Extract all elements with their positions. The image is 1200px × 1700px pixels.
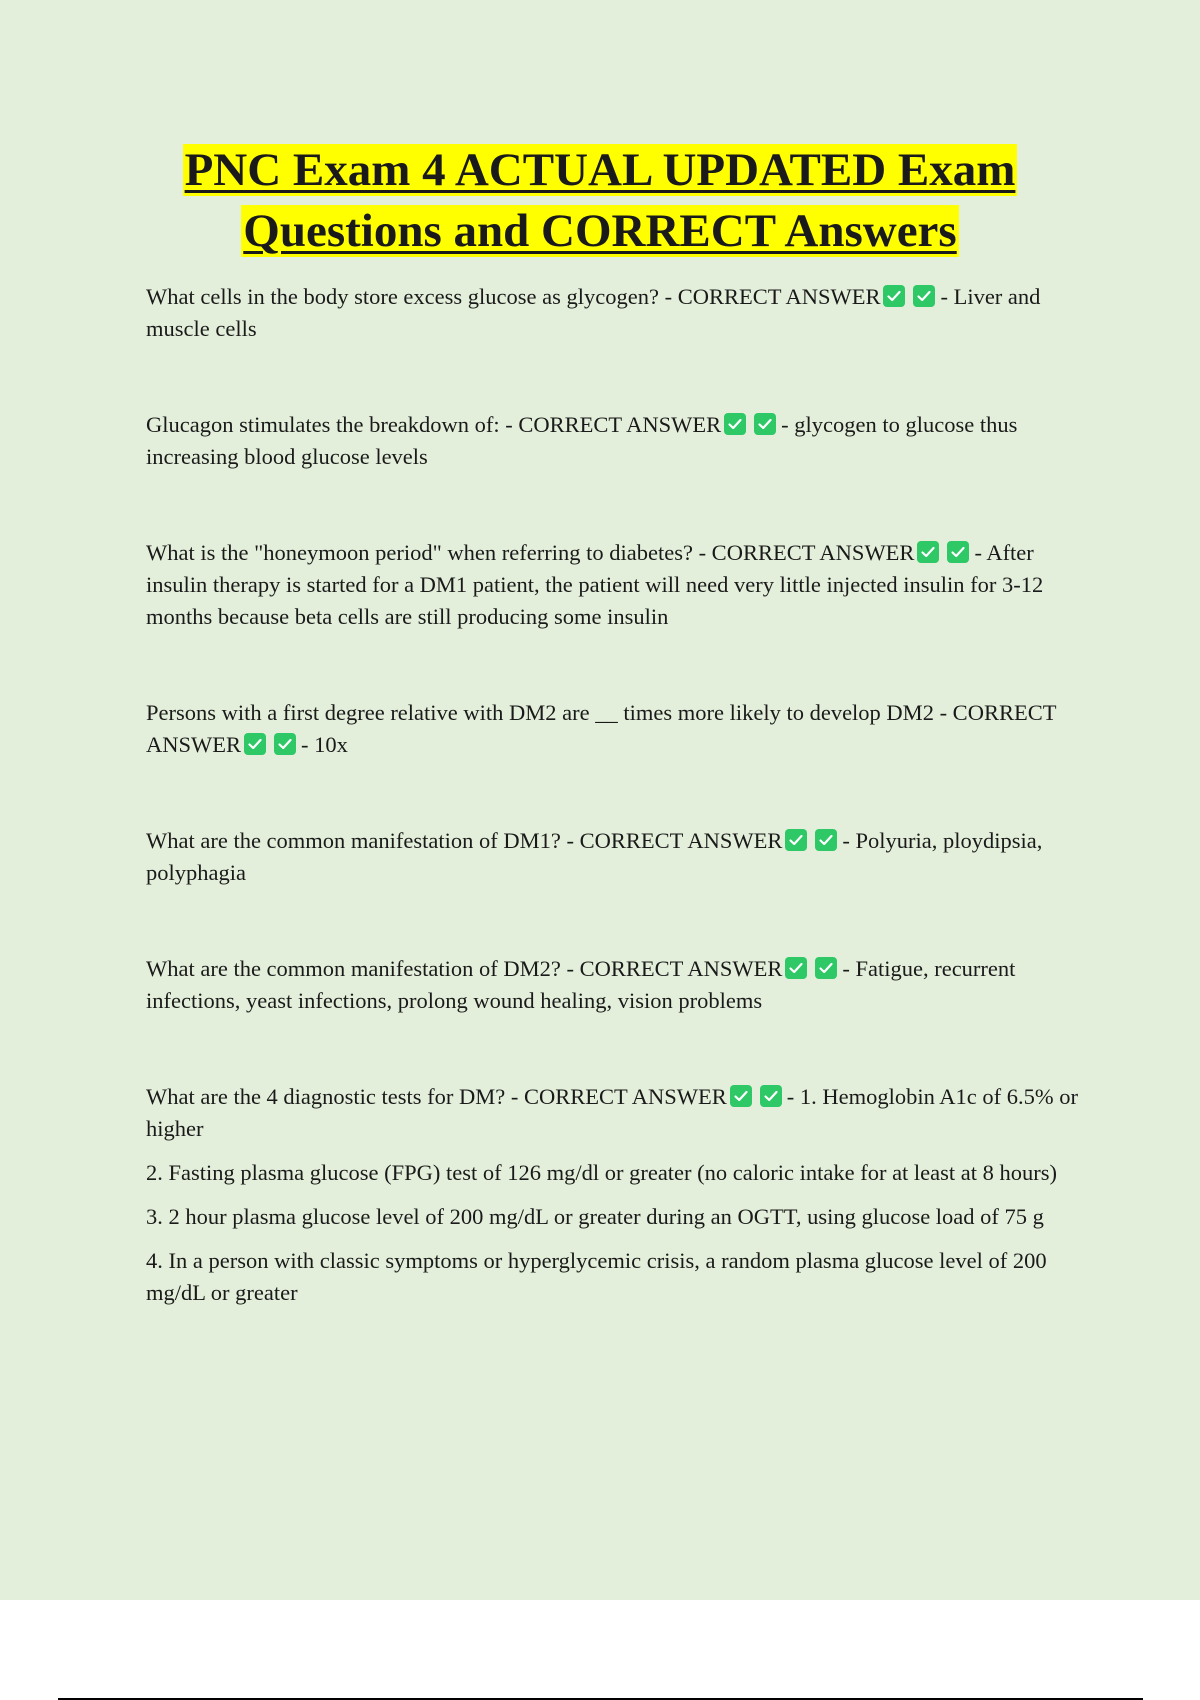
question-text: Glucagon stimulates the breakdown of: - CORRECT ANSWER <box>146 412 722 437</box>
question-text: What are the 4 diagnostic tests for DM? - CORRECT ANSWER <box>146 1084 727 1109</box>
qa-item <box>146 697 1086 761</box>
check-mark-icon <box>815 829 837 851</box>
qa-list <box>146 281 1086 1309</box>
document-title <box>0 140 1200 262</box>
answer-text: - Fatigue, recurrent infections, yeast infections, prolong wound healing, vision problems <box>146 956 1016 1013</box>
check-mark-icon <box>754 413 776 435</box>
check-mark-icon <box>760 1085 782 1107</box>
answer-list-item: 3. 2 hour plasma glucose level of 200 mg/dL or greater during an OGTT, using glucose load of 75 g <box>146 1204 1044 1229</box>
answer-text: - 10x <box>301 732 348 757</box>
question-text: What cells in the body store excess glucose as glycogen? - CORRECT ANSWER <box>146 284 881 309</box>
qa-item <box>146 409 1086 473</box>
answer-text: - Polyuria, ploydipsia, polyphagia <box>146 828 1043 885</box>
check-mark-icon <box>244 733 266 755</box>
qa-item <box>146 1081 1086 1309</box>
check-mark-icon <box>883 285 905 307</box>
answer-list-item: 2. Fasting plasma glucose (FPG) test of 126 mg/dl or greater (no caloric intake for at least at 8 hours) <box>146 1160 1058 1185</box>
check-mark-icon <box>913 285 935 307</box>
answer-text: - 1. Hemoglobin A1c of 6.5% or higher <box>146 1084 1078 1141</box>
title-line-1: PNC Exam 4 ACTUAL UPDATED Exam <box>184 144 1016 196</box>
question-text: What is the "honeymoon period" when referring to diabetes? - CORRECT ANSWER <box>146 540 915 565</box>
question-text: Persons with a first degree relative with DM2 are __ times more likely to develop DM2 - CORRECT ANSWER <box>146 700 1057 757</box>
answer-text: - glycogen to glucose thus increasing blood glucose levels <box>146 412 1018 469</box>
question-text: What are the common manifestation of DM1? - CORRECT ANSWER <box>146 828 783 853</box>
check-mark-icon <box>785 829 807 851</box>
check-mark-icon <box>274 733 296 755</box>
question-text: What are the common manifestation of DM2? - CORRECT ANSWER <box>146 956 783 981</box>
qa-item <box>146 537 1086 633</box>
check-mark-icon <box>815 957 837 979</box>
check-mark-icon <box>785 957 807 979</box>
check-mark-icon <box>724 413 746 435</box>
check-mark-icon <box>917 541 939 563</box>
check-mark-icon <box>730 1085 752 1107</box>
answer-text: - After insulin therapy is started for a DM1 patient, the patient will need very little injected insulin for 3-12 months because beta cells are still producing some insulin <box>146 540 1044 629</box>
answer-text: - Liver and muscle cells <box>146 284 1041 341</box>
check-mark-icon <box>947 541 969 563</box>
title-line-2: Questions and CORRECT Answers <box>243 205 957 257</box>
qa-item <box>146 953 1086 1017</box>
qa-item <box>146 281 1086 345</box>
qa-item-main <box>146 1081 1086 1145</box>
qa-item <box>146 825 1086 889</box>
answer-list-item: 4. In a person with classic symptoms or hyperglycemic crisis, a random plasma glucose level of 200 mg/dL or greater <box>146 1248 1047 1305</box>
